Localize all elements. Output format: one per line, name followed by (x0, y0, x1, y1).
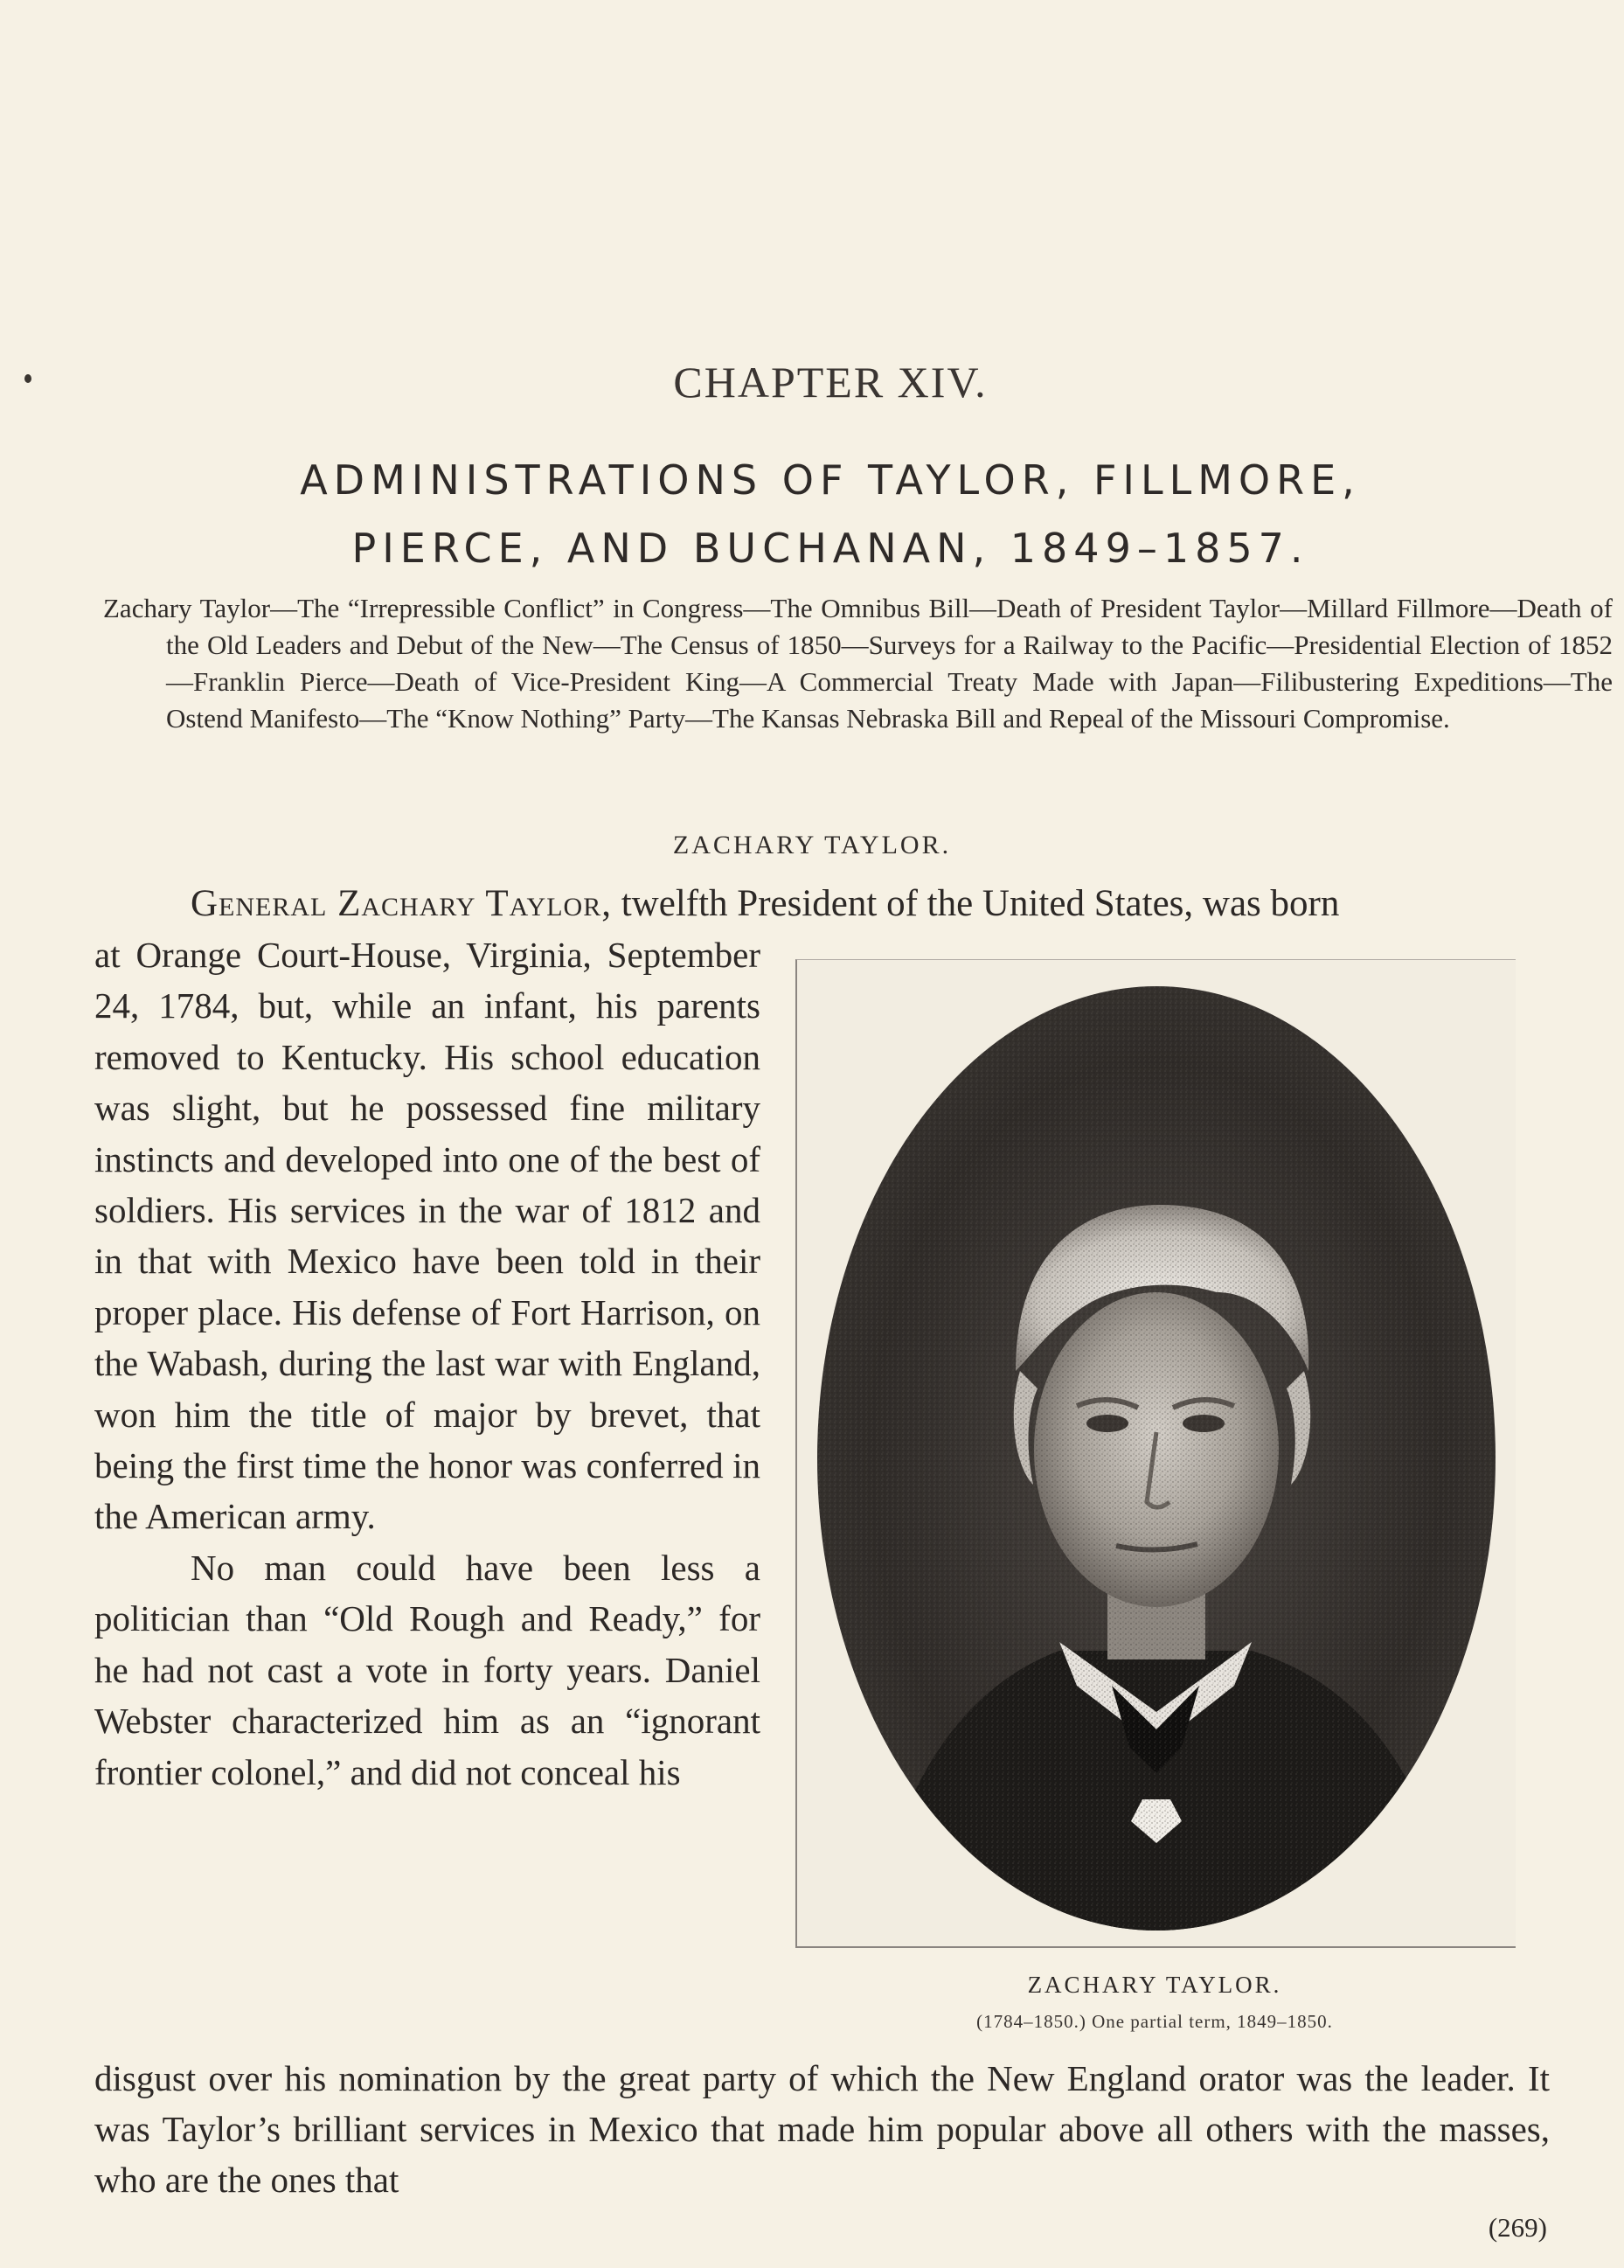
body-continuation: disgust over his nomination by the great party of which the New England orator was the leader. It was Taylor’s brilliant services in Mexico that made him popular above all others with the masses, who are the ones that (94, 2058, 1550, 2200)
portrait-caption-title: ZACHARY TAYLOR. (1027, 1972, 1282, 1998)
portrait-image (797, 960, 1516, 1946)
portrait-caption-subtitle: (1784–1850.) One partial term, 1849–1850. (976, 2011, 1333, 2032)
body-column (94, 929, 760, 1798)
lead-rest: twelfth President of the United States, was born (611, 883, 1340, 924)
chapter-synopsis: Zachary Taylor—The “Irrepressible Conflict” in Congress—The Omnibus Bill—Death of President Taylor—Millard Fillmore—Death of the Old Leaders and Debut of the New—The Census of 1850—Surveys for a Railway to the Pacific—Presidential Election of 1852—Franklin Pierce—Death of Vice-President King—A Commercial Treaty Made with Japan—Filibustering Expeditions—The Ostend Manifesto—The “Know Nothing” Party—The Kansas Nebraska Bill and Repeal of the Missouri Compromise. (103, 593, 1613, 734)
chapter-title-line-1: ADMINISTRATIONS OF TAYLOR, FILLMORE, (300, 456, 1361, 504)
lead-smallcaps: General Zachary Taylor, (191, 883, 612, 924)
portrait-frame (795, 959, 1516, 1948)
chapter-title (131, 446, 1530, 582)
page-number: (269) (1488, 2212, 1547, 2243)
chapter-title-line-2: PIERCE, AND BUCHANAN, 1849–1857. (351, 525, 1309, 572)
lead-line (191, 879, 1550, 929)
chapter-heading: CHAPTER XIV. (673, 358, 988, 407)
body-paragraph-1: at Orange Court-House, Virginia, September 24, 1784, but, while an infant, his parents removed to Kentucky. His school education was slight, but he possessed fine military instincts and developed into one of the best of soldiers. His services in the war of 1812 and in that with Mexico have been told in their proper place. His defense of Fort Harrison, on the Wabash, during the last war with England, won him the title of major by brevet, that being the first time the honor was conferred in the American army. (94, 935, 760, 1537)
section-heading: ZACHARY TAYLOR. (672, 831, 952, 859)
body-paragraph-2: No man could have been less a politician than “Old Rough and Ready,” for he had not cast a vote in forty years. Daniel Webster characterized him as an “ignorant frontier colonel,” and did not conceal his (94, 1547, 760, 1792)
